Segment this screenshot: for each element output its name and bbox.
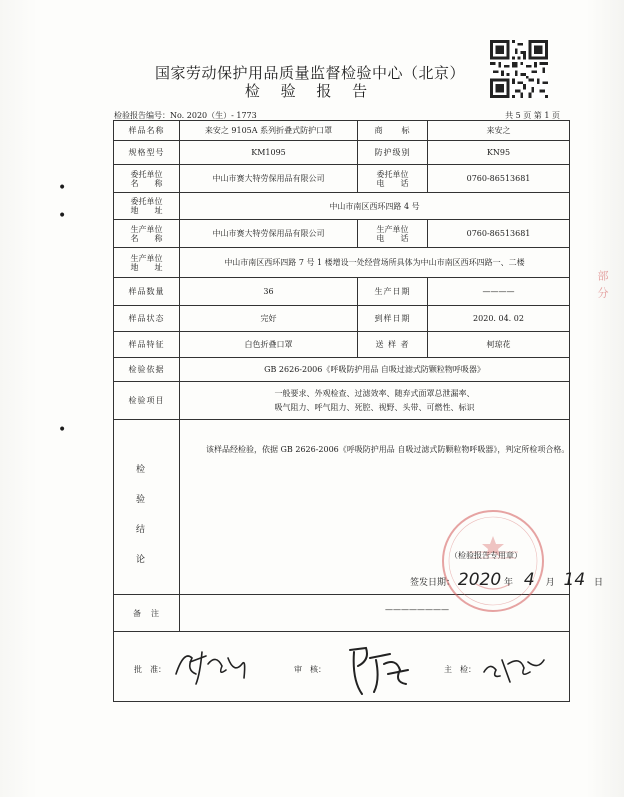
margin-dot: • — [58, 422, 67, 438]
cell-label — [114, 193, 180, 220]
inspector-label: 主 检： — [444, 665, 476, 674]
cell-label: 规格型号 — [114, 141, 180, 165]
cell-value: 36 — [180, 278, 358, 306]
signatures-cell — [114, 632, 570, 702]
table-row — [114, 121, 570, 141]
table-row — [114, 306, 570, 332]
cell-value: 0760-86513681 — [428, 165, 570, 193]
margin-dot: • — [58, 180, 67, 196]
issue-date-year: 2020 — [457, 570, 502, 590]
cell-value: 0760-86513681 — [428, 220, 570, 248]
report-subtitle: 检 验 报 告 — [244, 82, 376, 100]
issue-date-year-unit: 年 — [504, 578, 514, 588]
table-row — [114, 278, 570, 306]
table-row — [114, 141, 570, 165]
table-row — [114, 248, 570, 278]
cell-value: 白色折叠口罩 — [180, 332, 358, 358]
cell-value: 完好 — [180, 306, 358, 332]
cell-label: 送 样 者 — [358, 332, 428, 358]
cell-value: 2020. 04. 02 — [428, 306, 570, 332]
seal-caption: （检验报告专用章） — [450, 551, 522, 560]
table-row — [114, 420, 570, 595]
cell-label: 样品特征 — [114, 332, 180, 358]
conclusion-label-cell — [114, 420, 180, 595]
review-label: 审 核： — [294, 665, 326, 674]
conclusion-label-char: 论 — [136, 555, 146, 565]
items-line: 吸气阻力、呼气阻力、死腔、视野、头带、可燃性、标识 — [274, 402, 475, 412]
issue-date-month-unit: 月 — [545, 578, 555, 588]
cell-value: 来安之 9105A 系列折叠式防护口罩 — [180, 121, 358, 141]
report-title: 国家劳动保护用品质量监督检验中心（北京） — [154, 64, 465, 82]
items-line: 一般要求、外观检查、过滤效率、随弃式面罩总泄漏率、 — [274, 388, 475, 398]
qr-code-icon — [490, 40, 548, 98]
cell-value: ———— — [428, 278, 570, 306]
issue-date-day: 14 — [563, 570, 586, 590]
cell-label — [114, 165, 180, 193]
cell-value: 中山市南区西环四路 4 号 — [180, 193, 570, 220]
cell-label: 检验项目 — [114, 382, 180, 420]
cell-value — [180, 382, 570, 420]
conclusion-label-char: 验 — [136, 495, 146, 505]
cell-value: GB 2626-2006《呼吸防护用品 自吸过滤式防颗粒物呼吸器》 — [180, 358, 570, 382]
cell-label-line: 地 址 — [130, 206, 163, 215]
cell-value: 柯琼花 — [428, 332, 570, 358]
cell-value: 中山市赛大特劳保用品有限公司 — [180, 165, 358, 193]
table-row — [114, 595, 570, 632]
cell-label-line: 生产单位 — [130, 253, 163, 263]
issue-date-month: 4 — [523, 570, 535, 590]
approve-label: 批 准： — [134, 665, 166, 674]
table-row — [114, 632, 570, 702]
cell-label: 商 标 — [358, 121, 428, 141]
remarks-value: ———————— — [385, 605, 449, 614]
cell-label — [114, 248, 180, 278]
reviewer-signature — [344, 640, 416, 698]
cell-label-line: 地 址 — [130, 262, 163, 272]
cell-value: 来安之 — [428, 121, 570, 141]
cell-label — [114, 220, 180, 248]
cell-label — [358, 220, 428, 248]
table-row — [114, 220, 570, 248]
table-row — [114, 358, 570, 382]
cell-value: 中山市赛大特劳保用品有限公司 — [180, 220, 358, 248]
cell-label-line: 委托单位 — [130, 169, 163, 179]
conclusion-label-char: 检 — [136, 465, 146, 475]
side-stamp-mark: 部分 — [596, 270, 609, 304]
cell-label-line: 名 称 — [130, 178, 163, 188]
cell-label-line: 名 称 — [130, 233, 163, 243]
cell-value: 中山市南区西环四路 7 号 1 楼增设一处经营场所具体为中山市南区西环四路一、二楼 — [180, 248, 570, 278]
cell-label-line: 委托单位 — [376, 169, 409, 179]
page-indicator: 共 5 页 第 1 页 — [505, 111, 560, 120]
cell-label: 样品名称 — [114, 121, 180, 141]
table-row — [114, 193, 570, 220]
cell-label-line: 生产单位 — [376, 224, 409, 234]
cell-label: 检验依据 — [114, 358, 180, 382]
conclusion-text: 该样品经检验，依据 GB 2626-2006《呼吸防护用品 自吸过滤式防颗粒物呼吸器》，判定所检项合格。 — [206, 445, 570, 454]
table-row — [114, 382, 570, 420]
cell-label-line: 生产单位 — [130, 224, 163, 234]
remarks-cell — [180, 595, 570, 632]
issue-date-prefix: 签发日期： — [410, 578, 456, 588]
issue-date — [410, 570, 610, 590]
table-row — [114, 165, 570, 193]
conclusion-label-char: 结 — [136, 525, 146, 535]
report-number: 检验报告编号：No. 2020（生）- 1773 — [114, 111, 257, 120]
cell-label-line: 电 话 — [376, 233, 409, 243]
conclusion-content-cell — [180, 420, 604, 595]
cell-value: KN95 — [428, 141, 570, 165]
table-row — [114, 332, 570, 358]
cell-label-line: 电 话 — [376, 178, 409, 188]
cell-label: 防护级别 — [358, 141, 428, 165]
margin-dot: • — [58, 208, 67, 224]
approver-signature — [172, 644, 252, 688]
inspector-signature — [480, 648, 550, 688]
cell-value: KM1095 — [180, 141, 358, 165]
cell-label: 生产日期 — [358, 278, 428, 306]
cell-label: 样品数量 — [114, 278, 180, 306]
cell-label: 到样日期 — [358, 306, 428, 332]
cell-label: 备 注 — [114, 595, 180, 632]
issue-date-day-unit: 日 — [594, 578, 604, 588]
cell-label-line: 委托单位 — [130, 197, 163, 206]
cell-label — [358, 165, 428, 193]
cell-label: 样品状态 — [114, 306, 180, 332]
